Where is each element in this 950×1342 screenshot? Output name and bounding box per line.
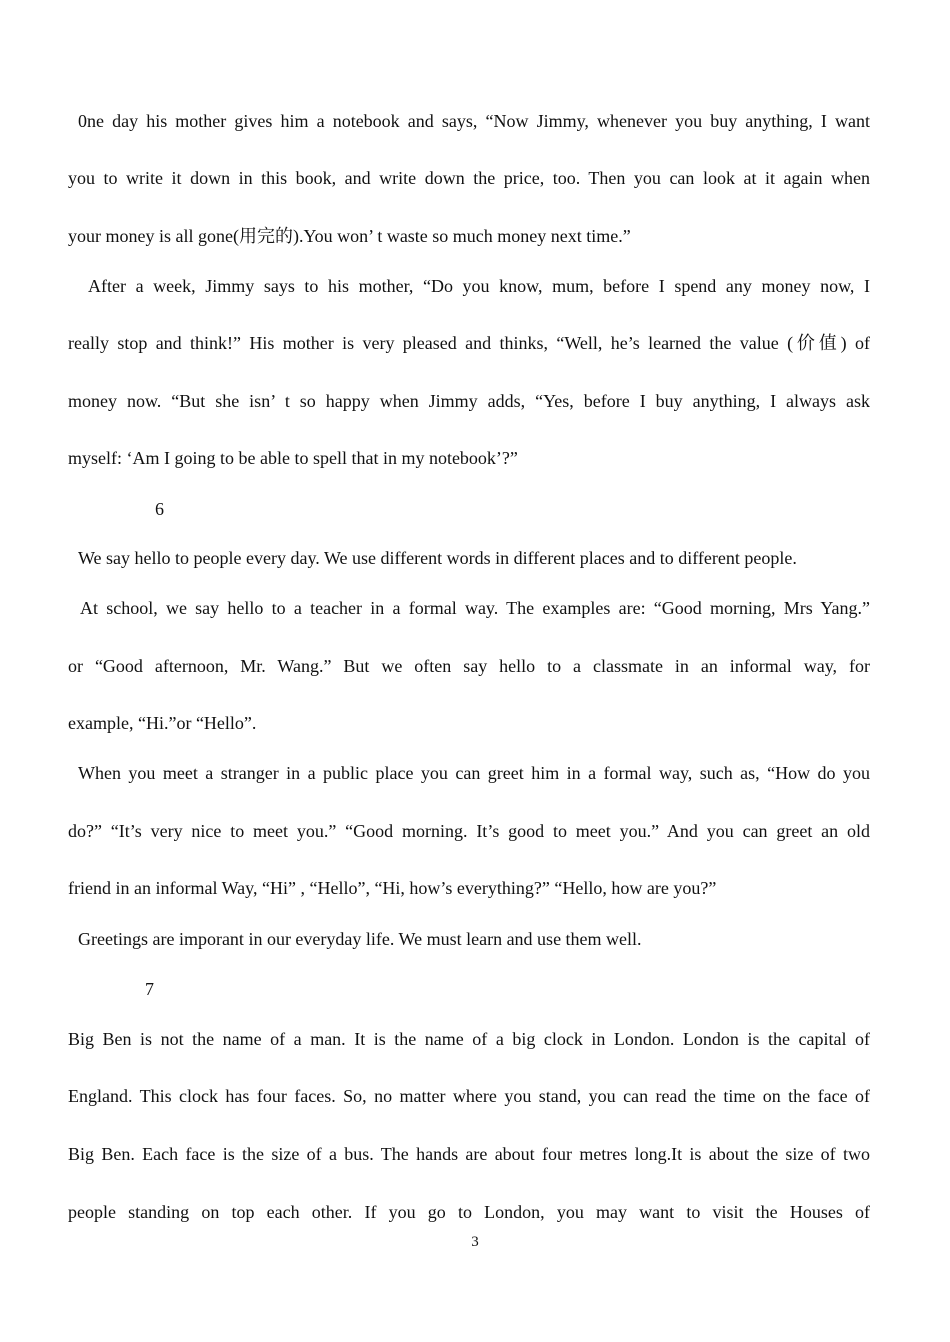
passage6-p3-line2: do?” “It’s very nice to meet you.” “Good morning. It’s good to meet you.” And you can greet an old [68, 821, 870, 841]
passage5-p2-line1: After a week, Jimmy says to his mother, “Do you know, mum, before I spend any money now, I [88, 276, 870, 296]
passage6-p2-line1: At school, we say hello to a teacher in a formal way. The examples are: “Good morning, Mrs Yang.” [80, 598, 870, 618]
passage6-p2-line3: example, “Hi.”or “Hello”. [68, 713, 257, 733]
passage6-p2-line2: or “Good afternoon, Mr. Wang.” But we often say hello to a classmate in an informal way, for [68, 656, 870, 676]
passage7-p1-line3: Big Ben. Each face is the size of a bus. The hands are about four metres long.It is about the size of two [68, 1144, 870, 1164]
passage5-p1-line3: your money is all gone(用完的).You won’ t waste so much money next time.” [68, 226, 631, 246]
passage7-p1-line1: Big Ben is not the name of a man. It is the name of a big clock in London. London is the capital of [68, 1029, 870, 1049]
passage5-p2-line2: really stop and think!” His mother is very pleased and thinks, “Well, he’s learned the value (价值) of [68, 333, 870, 353]
passage7-p1-line4: people standing on top each other. If you go to London, you may want to visit the Houses of [68, 1202, 870, 1222]
passage7-number: 7 [145, 979, 154, 999]
page-number: 3 [471, 1234, 479, 1250]
passage6-p3-line3: friend in an informal Way, “Hi” , “Hello”, “Hi, how’s everything?” “Hello, how are you?” [68, 878, 717, 898]
passage6-p3-line1: When you meet a stranger in a public place you can greet him in a formal way, such as, “How do you [78, 763, 870, 783]
passage6-p1-line1: We say hello to people every day. We use different words in different places and to different people. [78, 548, 797, 568]
passage5-p2-line3: money now. “But she isn’ t so happy when Jimmy adds, “Yes, before I buy anything, I always ask [68, 391, 870, 411]
passage5-p1-line1: 0ne day his mother gives him a notebook and says, “Now Jimmy, whenever you buy anything, I want [78, 111, 870, 131]
passage5-p2-line4: myself: ‘Am I going to be able to spell that in my notebook’?” [68, 448, 518, 468]
passage5-p1-line2: you to write it down in this book, and write down the price, too. Then you can look at it again when [68, 168, 870, 188]
passage6-number: 6 [155, 499, 164, 519]
passage7-p1-line2: England. This clock has four faces. So, no matter where you stand, you can read the time on the face of [68, 1086, 870, 1106]
passage6-p4-line1: Greetings are imporant in our everyday life. We must learn and use them well. [78, 929, 642, 949]
